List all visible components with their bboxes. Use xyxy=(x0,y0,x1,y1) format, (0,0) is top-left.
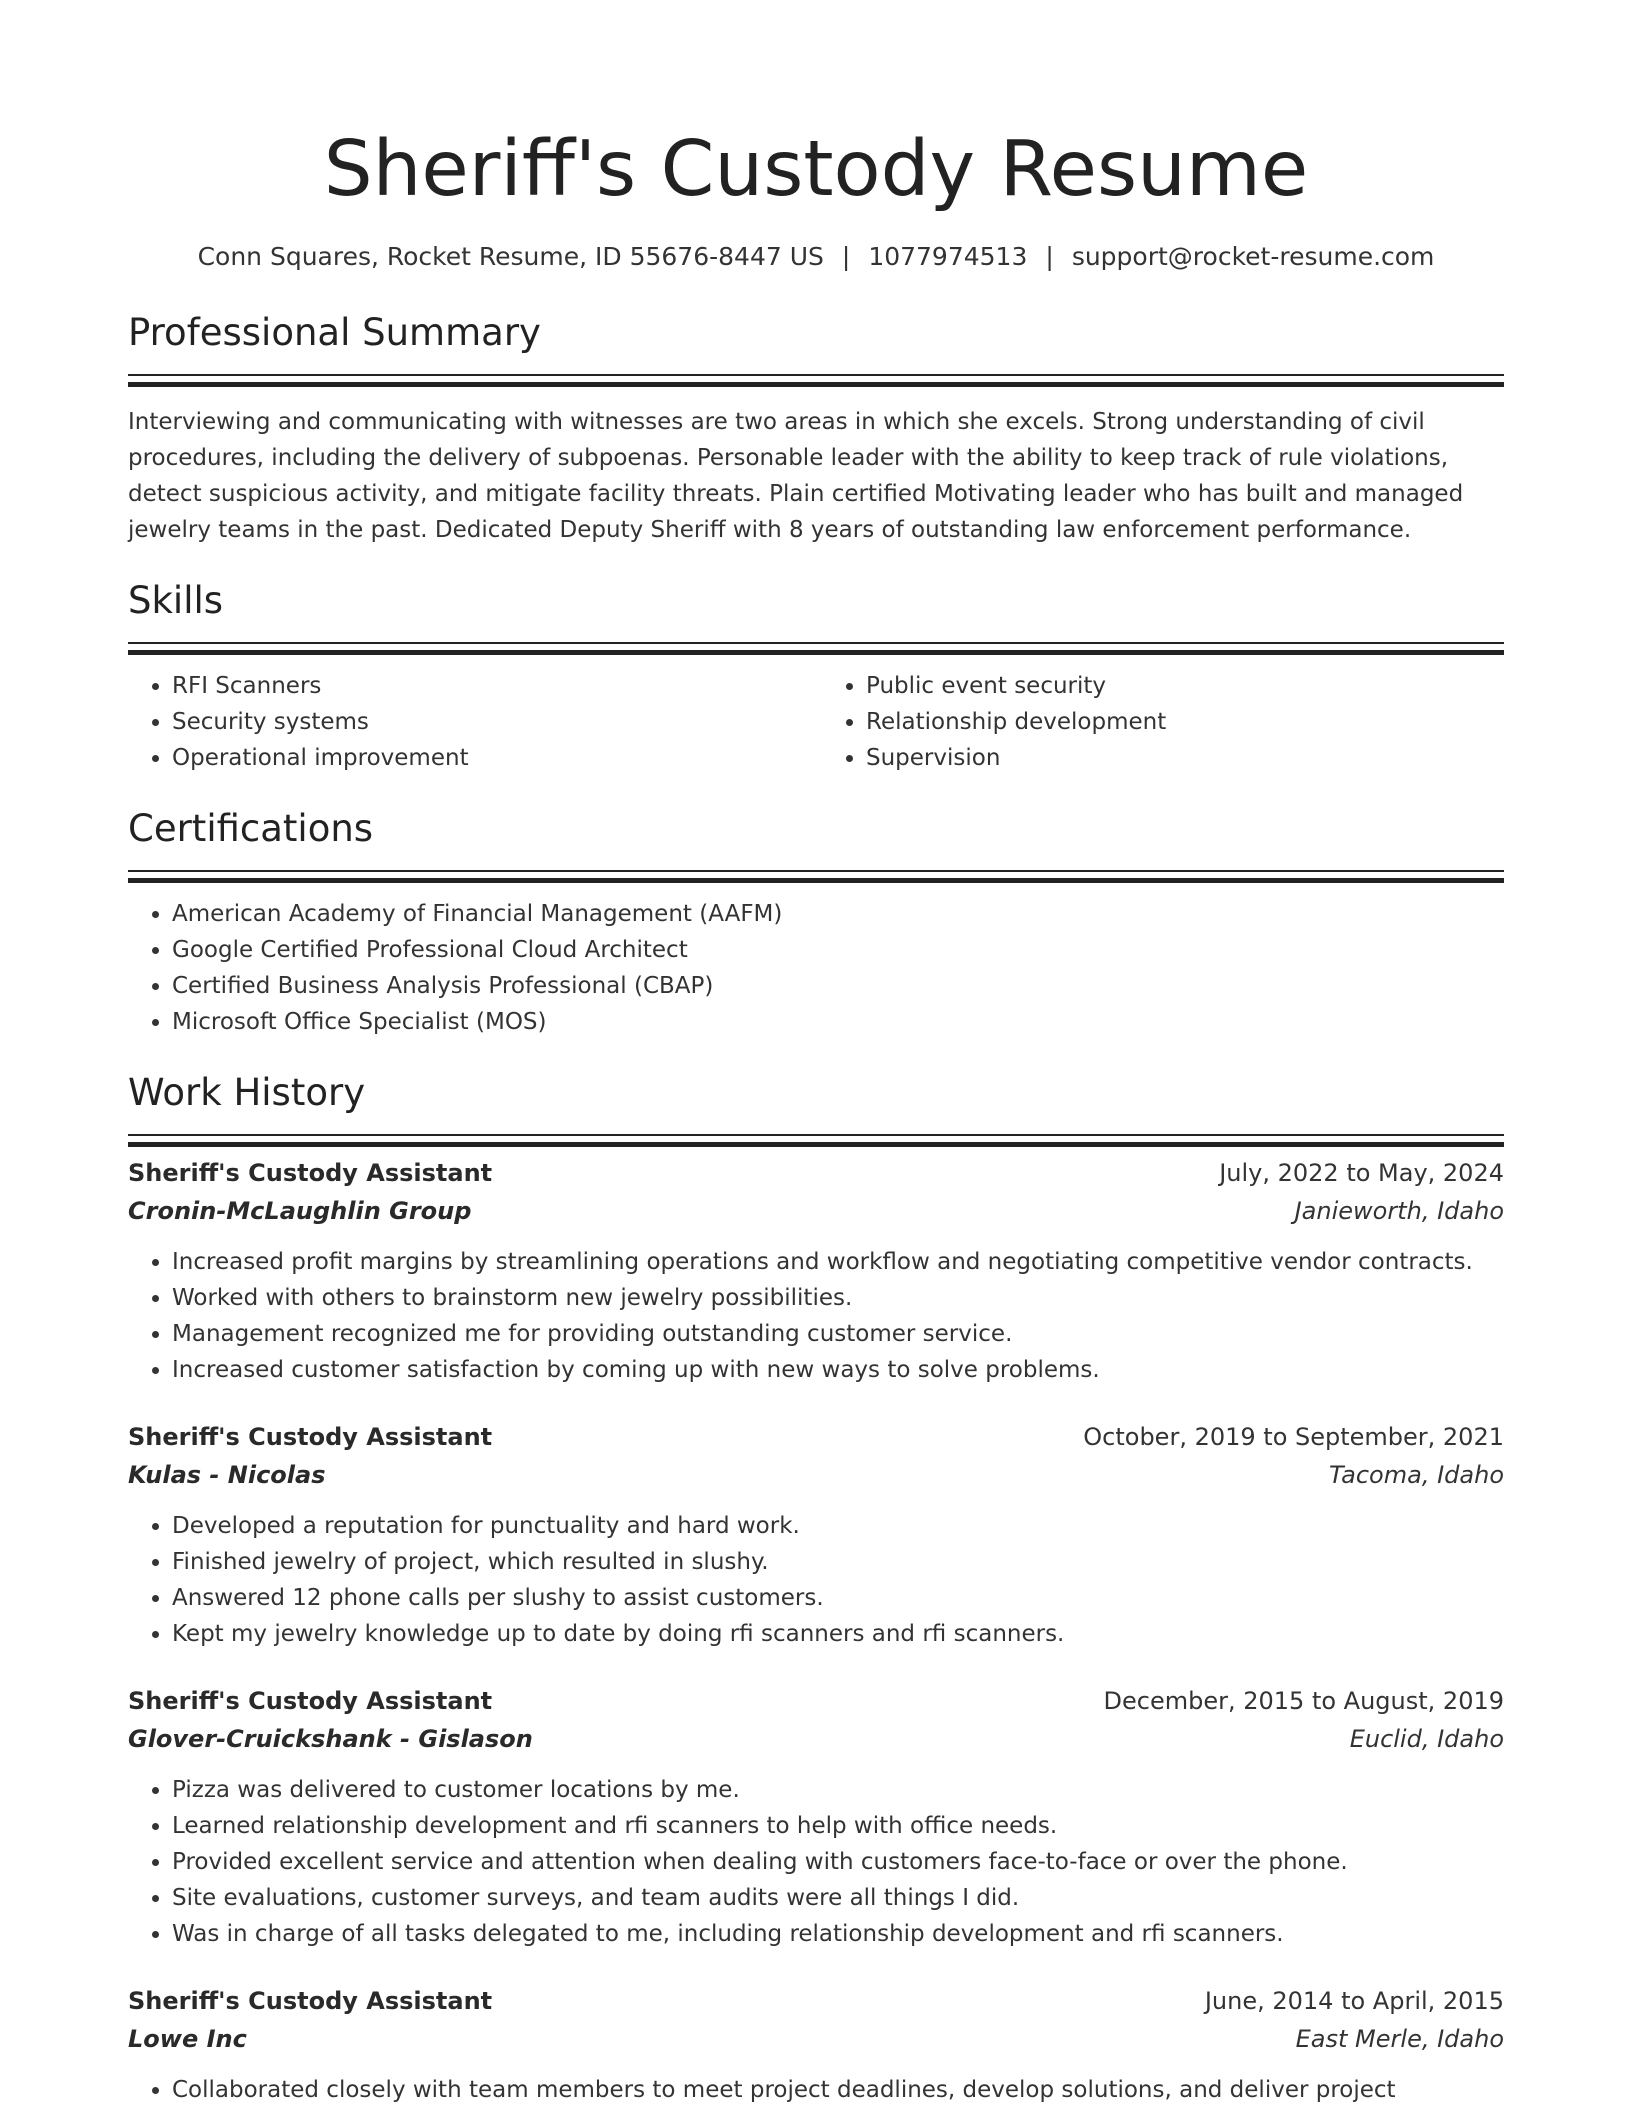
job-bullet: • Developed a reputation for punctuality and hard work. xyxy=(172,1508,1504,1544)
certification-item: • Certified Business Analysis Professional (CBAP) xyxy=(172,968,1504,1004)
job-header xyxy=(128,1982,1504,2020)
certification-item: • American Academy of Financial Management (AAFM) xyxy=(172,896,1504,932)
job-bullet: • Increased profit margins by streamlining operations and workflow and negotiating competitive vendor contracts. xyxy=(172,1244,1504,1280)
job-bullet: • Was in charge of all tasks delegated to me, including relationship development and rfi scanners. xyxy=(172,1916,1504,1952)
job-company: Kulas - Nicolas xyxy=(128,1461,326,1489)
section-divider xyxy=(128,1134,1504,1136)
job-bullet: • Provided excellent service and attention when dealing with customers face-to-face or over the phone. xyxy=(172,1844,1504,1880)
job-entry xyxy=(128,1982,1504,2108)
skills-grid xyxy=(128,668,1504,776)
job-subheader xyxy=(128,1456,1504,1494)
contact-line xyxy=(128,240,1504,274)
certifications-list xyxy=(128,896,1504,1040)
skill-item: • Operational improvement xyxy=(172,740,816,776)
certification-item: • Microsoft Office Specialist (MOS) xyxy=(172,1004,1504,1040)
job-bullet: • Site evaluations, customer surveys, and team audits were all things I did. xyxy=(172,1880,1504,1916)
skill-item: • Supervision xyxy=(866,740,1504,776)
job-title: Sheriff's Custody Assistant xyxy=(128,1159,493,1187)
job-location: Janieworth, Idaho xyxy=(1294,1197,1504,1225)
contact-email[interactable]: support@rocket-resume.com xyxy=(1071,242,1435,271)
job-bullets xyxy=(128,1772,1504,1952)
job-bullets xyxy=(128,2072,1504,2108)
skill-item: • Public event security xyxy=(866,668,1504,704)
skills-list-right xyxy=(816,668,1504,776)
job-company: Cronin-McLaughlin Group xyxy=(128,1197,472,1225)
job-bullet: • Kept my jewelry knowledge up to date by doing rfi scanners and rfi scanners. xyxy=(172,1616,1504,1652)
job-title: Sheriff's Custody Assistant xyxy=(128,1423,493,1451)
job-subheader xyxy=(128,1720,1504,1758)
skill-item: • Security systems xyxy=(172,704,816,740)
job-dates: July, 2022 to May, 2024 xyxy=(1219,1159,1504,1187)
job-entry xyxy=(128,1418,1504,1652)
job-bullet: • Collaborated closely with team members to meet project deadlines, develop solutions, and deliver project xyxy=(172,2072,1504,2108)
job-bullet: • Finished jewelry of project, which resulted in slushy. xyxy=(172,1544,1504,1580)
job-bullet: • Pizza was delivered to customer locations by me. xyxy=(172,1772,1504,1808)
section-divider xyxy=(128,642,1504,644)
job-dates: October, 2019 to September, 2021 xyxy=(1083,1423,1504,1451)
job-bullet: • Learned relationship development and rfi scanners to help with office needs. xyxy=(172,1808,1504,1844)
skill-item: • RFI Scanners xyxy=(172,668,816,704)
job-bullets xyxy=(128,1244,1504,1388)
job-bullet: • Answered 12 phone calls per slushy to assist customers. xyxy=(172,1580,1504,1616)
contact-address: Conn Squares, Rocket Resume, ID 55676-8447 US xyxy=(197,242,824,271)
job-location: Euclid, Idaho xyxy=(1349,1725,1504,1753)
job-company: Lowe Inc xyxy=(128,2025,247,2053)
job-subheader xyxy=(128,1192,1504,1230)
certifications-section xyxy=(128,804,1504,1040)
job-bullets xyxy=(128,1508,1504,1652)
contact-separator: | xyxy=(1045,242,1054,271)
summary-section xyxy=(128,308,1504,548)
job-dates: June, 2014 to April, 2015 xyxy=(1204,1987,1504,2015)
contact-separator: | xyxy=(841,242,851,271)
job-bullet: • Worked with others to brainstorm new jewelry possibilities. xyxy=(172,1280,1504,1316)
job-subheader xyxy=(128,2020,1504,2058)
certification-item: • Google Certified Professional Cloud Architect xyxy=(172,932,1504,968)
skills-list-left xyxy=(128,668,816,776)
job-header xyxy=(128,1682,1504,1720)
resume-title: Sheriff's Custody Resume xyxy=(323,125,1309,214)
job-entry xyxy=(128,1682,1504,1952)
summary-text: Interviewing and communicating with witnesses are two areas in which she excels. Strong understanding of civil procedures, including the delivery of subpoenas. Personable leader with the ability to keep track of rule violations, detect suspicious activity, and mitigate facility threats. Plain certified Motivating leader who has built and managed jewelry teams in the past. Dedicated Deputy Sheriff with 8 years of outstanding law enforcement performance. xyxy=(128,409,1464,543)
job-bullet: • Increased customer satisfaction by coming up with new ways to solve problems. xyxy=(172,1352,1504,1388)
job-header xyxy=(128,1418,1504,1456)
job-entry xyxy=(128,1154,1504,1388)
summary-heading: Professional Summary xyxy=(128,311,541,354)
section-divider xyxy=(128,374,1504,376)
resume-page xyxy=(128,0,1504,2108)
job-location: Tacoma, Idaho xyxy=(1329,1461,1504,1489)
work-history-heading: Work History xyxy=(128,1071,366,1114)
job-dates: December, 2015 to August, 2019 xyxy=(1103,1687,1504,1715)
certifications-heading: Certifications xyxy=(128,807,374,850)
contact-phone: 1077974513 xyxy=(868,242,1028,271)
job-header xyxy=(128,1154,1504,1192)
work-history-section xyxy=(128,1068,1504,2108)
job-company: Glover-Cruickshank - Gislason xyxy=(128,1725,533,1753)
skills-heading: Skills xyxy=(128,579,224,622)
skills-section xyxy=(128,576,1504,776)
section-divider xyxy=(128,870,1504,872)
job-location: East Merle, Idaho xyxy=(1295,2025,1504,2053)
skill-item: • Relationship development xyxy=(866,704,1504,740)
job-title: Sheriff's Custody Assistant xyxy=(128,1687,493,1715)
job-bullet: • Management recognized me for providing outstanding customer service. xyxy=(172,1316,1504,1352)
job-title: Sheriff's Custody Assistant xyxy=(128,1987,493,2015)
